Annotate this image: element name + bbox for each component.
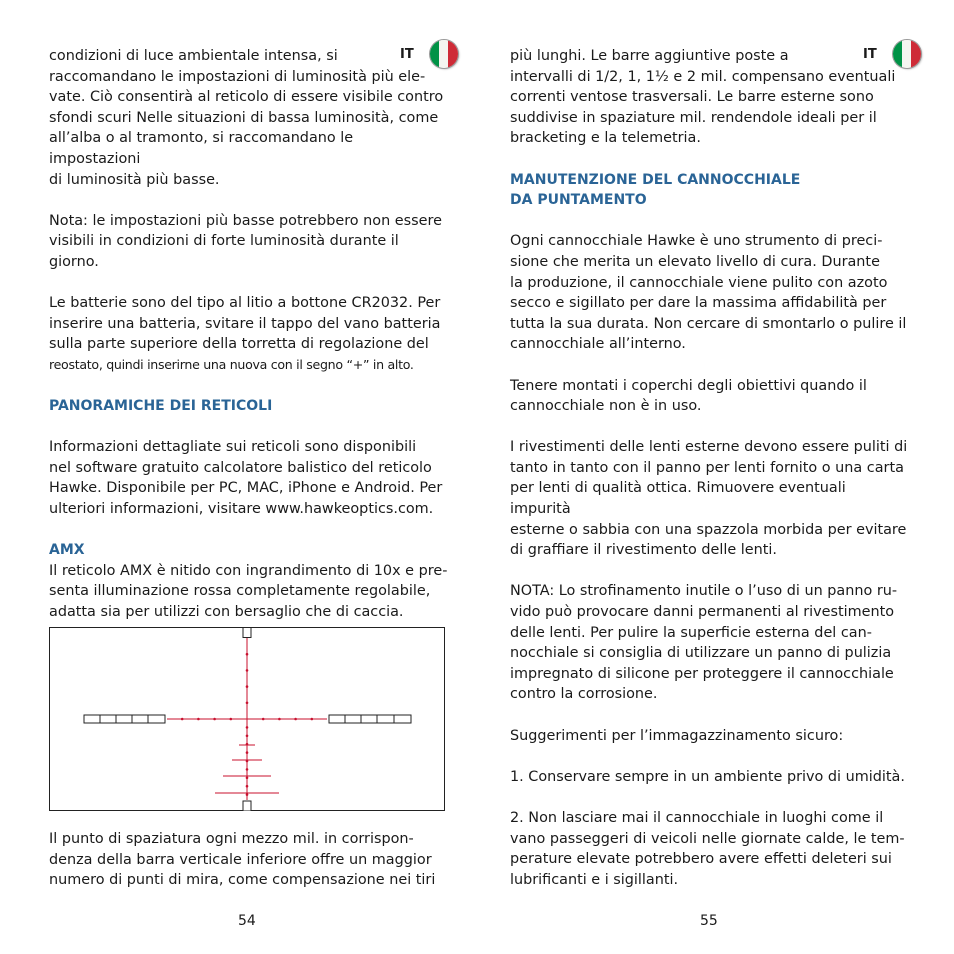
text-line: Tenere montati i coperchi degli obiettivi quando il bbox=[510, 377, 867, 394]
text-line: sulla parte superiore della torretta di regolazione del bbox=[49, 336, 429, 353]
reticle-mil-dot bbox=[246, 760, 249, 763]
text-line: I rivestimenti delle lenti esterne devono essere puliti di bbox=[510, 439, 908, 456]
text-line: Le batterie sono del tipo al litio a bottone CR2032. Per bbox=[49, 295, 441, 312]
text-line: denza della barra verticale inferiore offre un maggior bbox=[49, 851, 432, 868]
text-line: tanto in tanto con il panno per lenti fornito o una carta bbox=[510, 459, 904, 476]
text-line: suddivise in spaziature mil. rendendole ideali per il bbox=[510, 109, 877, 126]
text-line: Il reticolo AMX è nitido con ingrandimento di 10x e pre- bbox=[49, 562, 448, 579]
reticle-mil-dot bbox=[246, 743, 249, 746]
reticle-mil-dot bbox=[246, 777, 249, 780]
reticle-mil-dot bbox=[246, 735, 249, 738]
text-line: di luminosità più basse. bbox=[49, 171, 220, 188]
reticle-mil-dot bbox=[246, 685, 249, 688]
reticle-mil-dot bbox=[262, 718, 265, 721]
paragraph-battery bbox=[49, 293, 449, 375]
text-line: all’alba o al tramonto, si raccomandano le impostazioni bbox=[49, 130, 354, 167]
paragraph-lens-coatings bbox=[510, 437, 910, 561]
reticle-mil-dot bbox=[197, 718, 200, 721]
text-line: vido può provocare danni permanenti al rivestimento bbox=[510, 604, 895, 621]
section-heading-reticles: PANORAMICHE DEI RETICOLI bbox=[49, 398, 273, 415]
paragraph-note-rubbing bbox=[510, 581, 910, 705]
text-line: ulteriori informazioni, visitare www.hawkeoptics.com. bbox=[49, 501, 434, 518]
reticle-top-post bbox=[243, 628, 251, 638]
text-line: Nota: le impostazioni più basse potrebbero non essere bbox=[49, 212, 442, 229]
text-line: vano passeggeri di veicoli nelle giornate calde, le tem- bbox=[510, 830, 905, 847]
text-line: visibili in condizioni di forte luminosità durante il bbox=[49, 233, 399, 250]
heading-line: MANUTENZIONE DEL CANNOCCHIALE bbox=[510, 171, 801, 188]
reticle-mil-dot bbox=[246, 702, 249, 705]
text-line: sfondi scuri Nelle situazioni di bassa luminosità, come bbox=[49, 109, 439, 126]
text-line: per lenti di qualità ottica. Rimuovere eventuali impurità bbox=[510, 480, 846, 518]
section-heading-amx: AMX bbox=[49, 542, 85, 559]
section-heading-maintenance bbox=[510, 170, 910, 211]
reticle-mil-dot bbox=[246, 726, 249, 729]
paragraph-bars bbox=[510, 46, 910, 149]
paragraph-amx bbox=[49, 561, 449, 623]
paragraph-care bbox=[510, 231, 910, 355]
reticle-mil-dot bbox=[230, 718, 233, 721]
reticle-bottom-post bbox=[243, 801, 251, 811]
reticle-mil-dot bbox=[246, 785, 249, 788]
paragraph-spacing bbox=[49, 829, 449, 891]
paragraph-reticle-info bbox=[49, 437, 449, 519]
text-line: 2. Non lasciare mai il cannocchiale in luoghi come il bbox=[510, 809, 884, 826]
amx-reticle-diagram bbox=[49, 627, 445, 811]
page-number: 54 bbox=[238, 913, 256, 929]
page-right bbox=[477, 0, 954, 954]
reticle-mil-dot bbox=[311, 718, 314, 721]
reticle-mil-dot bbox=[246, 751, 249, 754]
language-code: IT bbox=[400, 46, 414, 62]
text-line: di graffiare il rivestimento delle lenti. bbox=[510, 542, 777, 559]
text-line: Ogni cannocchiale Hawke è uno strumento di preci- bbox=[510, 233, 883, 250]
text-line: giorno. bbox=[49, 253, 99, 270]
text-line: intervalli di 1/2, 1, 1½ e 2 mil. compensano eventuali bbox=[510, 68, 896, 85]
text-line: più lunghi. Le barre aggiuntive poste a bbox=[510, 48, 789, 64]
text-line: la produzione, il cannocchiale viene pulito con azoto bbox=[510, 274, 888, 291]
paragraph-storage-1: 1. Conservare sempre in un ambiente privo di umidità. bbox=[510, 768, 905, 785]
text-line: cannocchiale non è in uso. bbox=[510, 398, 702, 415]
paragraph-note bbox=[49, 211, 449, 273]
page-number: 55 bbox=[700, 913, 718, 929]
text-line: vate. Ciò consentirà al reticolo di essere visibile contro bbox=[49, 89, 444, 106]
text-line: Hawke. Disponibile per PC, MAC, iPhone e Android. Per bbox=[49, 480, 443, 497]
text-line: perature elevate potrebbero avere effetti deleteri sui bbox=[510, 851, 892, 868]
text-column-left bbox=[49, 46, 449, 623]
reticle-mil-dot bbox=[181, 718, 184, 721]
text-line: delle lenti. Per pulire la superficie esterna del can- bbox=[510, 624, 872, 641]
text-line: Informazioni dettagliate sui reticoli sono disponibili bbox=[49, 439, 417, 456]
reticle-left-bar bbox=[84, 715, 165, 723]
reticle-mil-dot bbox=[246, 768, 249, 771]
reticle-mil-dot bbox=[294, 718, 297, 721]
text-line: secco e sigillato per dare la massima affidabilità per bbox=[510, 295, 887, 312]
paragraph-lens-caps bbox=[510, 376, 910, 417]
text-line: bracketing e la telemetria. bbox=[510, 130, 701, 147]
paragraph-storage-tips: Suggerimenti per l’immagazzinamento sicuro: bbox=[510, 727, 844, 744]
text-line: sione che merita un elevato livello di cura. Durante bbox=[510, 253, 880, 270]
text-line: senta illuminazione rossa completamente regolabile, bbox=[49, 583, 431, 600]
paragraph-storage-2 bbox=[510, 808, 910, 890]
reticle-right-bar bbox=[329, 715, 411, 723]
text-line: condizioni di luce ambientale intensa, si bbox=[49, 48, 338, 64]
reticle-mil-dot bbox=[246, 793, 249, 796]
text-line: cannocchiale all’interno. bbox=[510, 336, 686, 353]
text-line: esterne o sabbia con una spazzola morbida per evitare bbox=[510, 521, 907, 538]
language-code: IT bbox=[863, 46, 877, 62]
text-line: correnti ventose trasversali. Le barre esterne sono bbox=[510, 89, 874, 106]
text-line: impregnato di silicone per proteggere il cannocchiale bbox=[510, 665, 894, 682]
paragraph-brightness bbox=[49, 46, 449, 190]
text-line: tutta la sua durata. Non cercare di smontarlo o pulire il bbox=[510, 315, 907, 332]
text-line: Il punto di spaziatura ogni mezzo mil. in corrispon- bbox=[49, 831, 414, 847]
reticle-mil-dot bbox=[278, 718, 281, 721]
text-line: lubrificanti e i sigillanti. bbox=[510, 871, 679, 888]
text-column-right bbox=[510, 46, 910, 890]
reticle-mil-dot bbox=[246, 653, 249, 656]
reticle-mil-dot bbox=[213, 718, 216, 721]
heading-line: DA PUNTAMENTO bbox=[510, 192, 647, 209]
text-line: adatta sia per utilizzi con bersaglio che di caccia. bbox=[49, 604, 404, 621]
text-line: numero di punti di mira, come compensazione nei tiri bbox=[49, 872, 436, 889]
reticle-mil-dot bbox=[246, 669, 249, 672]
text-line: raccomandano le impostazioni di luminosità più ele- bbox=[49, 68, 426, 85]
text-line: reostato, quindi inserirne una nuova con il segno “+” in alto. bbox=[49, 356, 414, 372]
text-line: inserire una batteria, svitare il tappo del vano batteria bbox=[49, 315, 441, 332]
text-column-left-bottom bbox=[49, 829, 449, 891]
text-line: contro la corrosione. bbox=[510, 686, 658, 703]
text-line: nel software gratuito calcolatore balistico del reticolo bbox=[49, 459, 432, 476]
text-line: nocchiale si consiglia di utilizzare un panno di pulizia bbox=[510, 645, 892, 662]
text-line: NOTA: Lo strofinamento inutile o l’uso di un panno ru- bbox=[510, 583, 898, 600]
